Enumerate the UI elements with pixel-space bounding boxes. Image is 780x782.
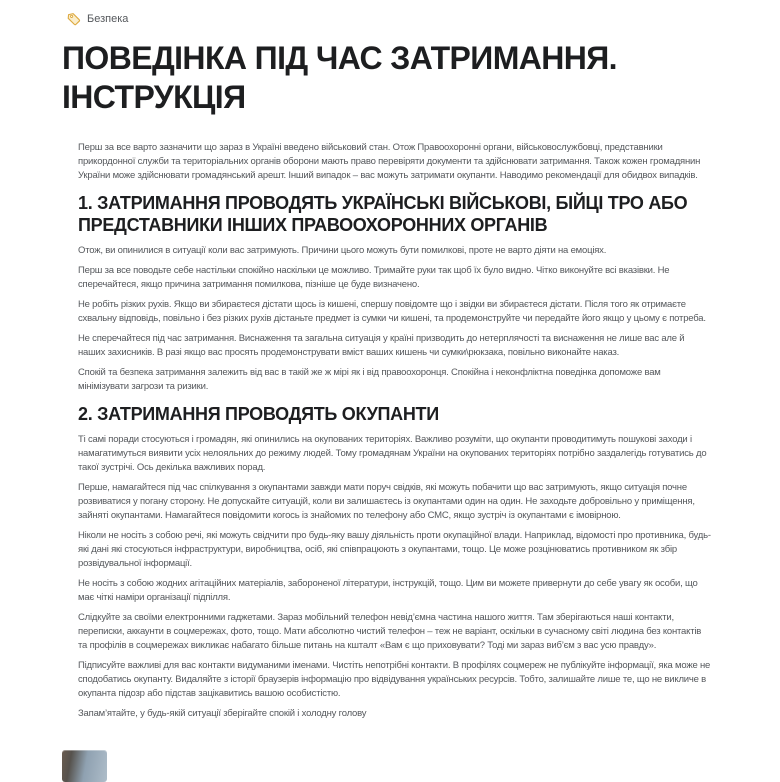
intro-paragraph: Перш за все варто зазначити що зараз в Україні введено військовий стан. Отож Правоохоронні органи, військовослужбовці, представники прикордонної служби та територіальних органів оборони мають право перевіряти документи та здійснювати затримання. Також кожен громадянин України може здійснювати громадянський арешт. Інший випадок – вас можуть затримати окупанти. Наводимо рекомендації для обидвох випадків. <box>78 142 701 181</box>
article-body <box>78 141 712 721</box>
section-1-paragraph: Не сперечайтеся під час затримання. Виснаження та загальна ситуація у країні призводить до нетерплячості та виснаження не лише вас але й наших захисників. В разі якщо вас просять продемонструвати вміст ваших кишень чи сумки\рюкзака, повільно виконайте наказ. <box>78 333 685 358</box>
tag-icon <box>67 12 81 26</box>
section-2-paragraph: Перше, намагайтеся під час спілкування з окупантами завжди мати поруч свідків, які можуть побачити що вас затримують, якщо ситуація почне розвиватися у погану сторону. Не допускайте ситуацій, коли ви залишаєтесь із окупантами один на один. Не заходьте добровільно у приміщення, зайняті окупантами. Намагайтеся повідомити когось із знайомих по телефону або СМС, якщо зустріч із окупантами є імовірною. <box>78 482 695 521</box>
category-tag[interactable] <box>67 12 718 26</box>
section-1-paragraph: Спокій та безпека затримання залежить від вас в такій же ж мірі як і від правоохоронця. Спокійна і неконфліктна поведінка допоможе вам мінімізувати загрози та ризики. <box>78 367 661 392</box>
section-1-paragraph: Отож, ви опинилися в ситуації коли вас затримують. Причини цього можуть бути помилкові, проте не варто діяти на емоціях. <box>78 245 607 256</box>
section-2-paragraph: Підписуйте важливі для вас контакти видуманими іменами. Чистіть непотрібні контакти. В профілях соцмереж не публікуйте інформації, яка може не сподобатись окупанту. Видаляйте з історії браузерів інформацію про відвідування українських ресурсів. Тобто, залишайте лише те, що не викличе в окупанта підозр або підстав зацікавитись вашою особистістю. <box>78 660 711 699</box>
section-1-paragraph: Перш за все поводьте себе настільки спокійно наскільки це можливо. Тримайте руки так щоб їх було видно. Чітко виконуйте всі вказівки. Не сперечайтеся, якщо причина затримання помилкова, пізніше це буде визначено. <box>78 265 670 290</box>
section-1-paragraph: Не робіть різких рухів. Якщо ви збираєтеся дістати щось із кишені, спершу повідомте що і звідки ви збираєтеся дістати. Після того як отримаєте схвальну відповідь, повільно і без різких рухів дістаньте предмет із сумки чи кишені, та продемонструйте чи передайте його якщо у цьому є потреба. <box>78 299 706 324</box>
section-2-paragraph: Ніколи не носіть з собою речі, які можуть свідчити про будь-яку вашу діяльність проти окупаційної влади. Наприклад, відомості про противника, будь-які дані які стосуються інфраструктури, виробництва, осіб, які співпрацюють з окупантами, тощо. Це може розцінюватись противником як збір розвідувальної інформації. <box>78 530 711 569</box>
article-thumbnail-image <box>62 750 107 782</box>
section-2-paragraph: Не носіть з собою жодних агітаційних матеріалів, забороненої літератури, інструкцій, тощо. Цим ви можете привернути до себе увагу як особи, що має чіткі наміри організації підпілля. <box>78 578 698 603</box>
section-2-paragraph: Слідкуйте за своїми електронними гаджетами. Зараз мобільний телефон невід’ємна частина нашого життя. Там зберігаються наші контакти, переписки, аккаунти в соцмережах, фото, тощо. Мати абсолютно чистий телефон – теж не варіант, оскільки в сучасному світі людина без контактів та профілів в соцмережах викликає набагато більше питань на кшталт «Вам є що приховувати? Тоді ми зараз виб’єм з вас усю правду». <box>78 612 702 651</box>
section-2-paragraph: Ті самі поради стосуються і громадян, які опинились на окупованих територіях. Важливо розуміти, що окупанти проводитимуть пошукові заходи і намагатимуться виявити усіх нелояльних до режиму людей. Тому громадянам України на окупованих територіях потрібно заздалегідь готуватись до такої зустрічі. Ось декілька важливих порад. <box>78 434 707 473</box>
category-label: Безпека <box>87 13 129 25</box>
section-2-paragraph: Запам’ятайте, у будь-якій ситуації зберігайте спокій і холодну голову <box>78 708 367 719</box>
section-1-heading: 1. ЗАТРИМАННЯ ПРОВОДЯТЬ УКРАЇНСЬКІ ВІЙСЬКОВІ, БІЙЦІ ТРО АБО ПРЕДСТАВНИКИ ІНШИХ ПРАВООХОРОННИХ ОРГАНІВ <box>78 193 688 235</box>
section-2-heading: 2. ЗАТРИМАННЯ ПРОВОДЯТЬ ОКУПАНТИ <box>78 404 439 424</box>
page-title: ПОВЕДІНКА ПІД ЧАС ЗАТРИМАННЯ. ІНСТРУКЦІЯ <box>62 40 617 115</box>
